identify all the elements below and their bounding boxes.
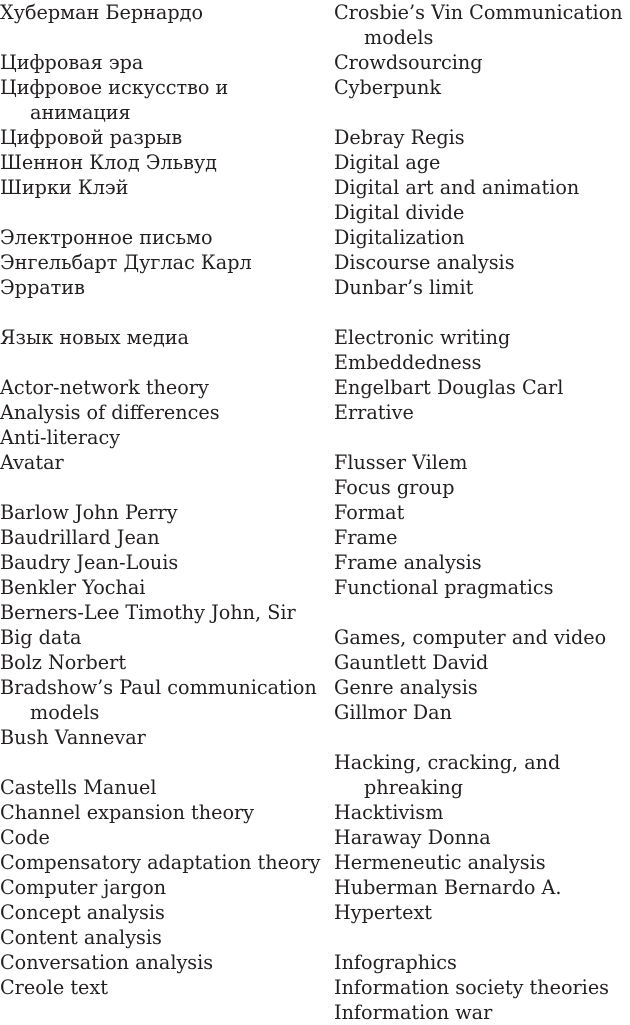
index-entry: Hacking, cracking, and phreaking	[334, 751, 561, 799]
index-entry: Digitalization	[334, 226, 465, 249]
index-entry: Шеннон Клод Эльвуд	[0, 151, 217, 174]
index-entry: Crowdsourcing	[334, 51, 483, 74]
index-entry: Электронное письмо	[0, 226, 213, 249]
index-entry: Big data	[0, 626, 82, 649]
index-entry: Functional pragmatics	[334, 576, 554, 599]
group-separator	[0, 300, 328, 325]
index-entry: Hermeneutic analysis	[334, 851, 546, 874]
index-entry: Digital art and animation	[334, 176, 580, 199]
index-entry: Barlow John Perry	[0, 501, 178, 524]
index-entry: Code	[0, 826, 50, 849]
index-entry: Computer jargon	[0, 876, 167, 899]
index-entry: Content analysis	[0, 926, 162, 949]
index-entry: Bradshow’s Paul communication models	[0, 676, 317, 724]
index-entry: Avatar	[0, 451, 64, 474]
group-separator	[0, 475, 328, 500]
index-entry: Focus group	[334, 476, 455, 499]
index-entry: Энгельбарт Дуглас Карл	[0, 251, 252, 274]
index-entry: Concept analysis	[0, 901, 165, 924]
index-entry: Debray Regis	[334, 126, 465, 149]
index-entry: Цифровое искусство и анимация	[0, 76, 229, 124]
index-entry: Bolz Norbert	[0, 651, 127, 674]
index-entry: Engelbart Douglas Carl	[334, 376, 564, 399]
index-entry: Baudrillard Jean	[0, 526, 160, 549]
group-separator	[0, 200, 328, 225]
index-entry: Conversation analysis	[0, 951, 214, 974]
index-column-right	[334, 0, 630, 1025]
index-entry: Hacktivism	[334, 801, 444, 824]
index-entry: Information war	[334, 1001, 493, 1024]
index-entry: Genre analysis	[334, 676, 478, 699]
index-entry: Frame analysis	[334, 551, 482, 574]
index-entry: Anti-literacy	[0, 426, 121, 449]
index-entry: Infographics	[334, 951, 457, 974]
index-entry: Discourse analysis	[334, 251, 515, 274]
index-entry: Channel expansion theory	[0, 801, 255, 824]
index-entry: Digital divide	[334, 201, 465, 224]
index-entry: Actor-network theory	[0, 376, 209, 399]
group-separator	[0, 750, 328, 775]
index-entry: Format	[334, 501, 405, 524]
group-separator	[0, 25, 328, 50]
index-entry: Crosbie’s Vin Communication models	[334, 1, 623, 49]
group-separator	[334, 600, 630, 625]
index-entry: Games, computer and video	[334, 626, 607, 649]
index-entry: Хуберман Бернардо	[0, 1, 204, 24]
index-entry: Flusser Vilem	[334, 451, 468, 474]
index-entry: Язык новых медиа	[0, 326, 189, 349]
index-entry: Frame	[334, 526, 398, 549]
index-entry: Cyberpunk	[334, 76, 441, 99]
group-separator	[334, 425, 630, 450]
index-entry: Baudry Jean-Louis	[0, 551, 179, 574]
index-entry: Errative	[334, 401, 414, 424]
index-entry: Benkler Yochai	[0, 576, 146, 599]
index-entry: Information society theories	[334, 976, 610, 999]
index-entry: Цифровой разрыв	[0, 126, 183, 149]
index-entry: Digital age	[334, 151, 441, 174]
index-entry: Berners-Lee Timothy John, Sir	[0, 601, 296, 624]
group-separator	[334, 100, 630, 125]
index-entry: Gauntlett David	[334, 651, 489, 674]
group-separator	[334, 725, 630, 750]
index-entry: Dunbar’s limit	[334, 276, 474, 299]
group-separator	[334, 300, 630, 325]
index-entry: Creole text	[0, 976, 108, 999]
index-entry: Цифровая эра	[0, 51, 144, 74]
index-entry: Bush Vannevar	[0, 726, 146, 749]
index-entry: Huberman Bernardo A.	[334, 876, 562, 899]
index-entry: Ширки Клэй	[0, 176, 129, 199]
index-entry: Analysis of differences	[0, 401, 220, 424]
group-separator	[0, 350, 328, 375]
index-entry: Castells Manuel	[0, 776, 157, 799]
index-entry: Hypertext	[334, 901, 432, 924]
index-entry: Gillmor Dan	[334, 701, 452, 724]
group-separator	[334, 925, 630, 950]
index-entry: Haraway Donna	[334, 826, 491, 849]
index-entry: Electronic writing	[334, 326, 511, 349]
index-entry: Embeddedness	[334, 351, 482, 374]
index-entry: Compensatory adaptation theory	[0, 851, 321, 874]
index-entry: Эрратив	[0, 276, 85, 299]
